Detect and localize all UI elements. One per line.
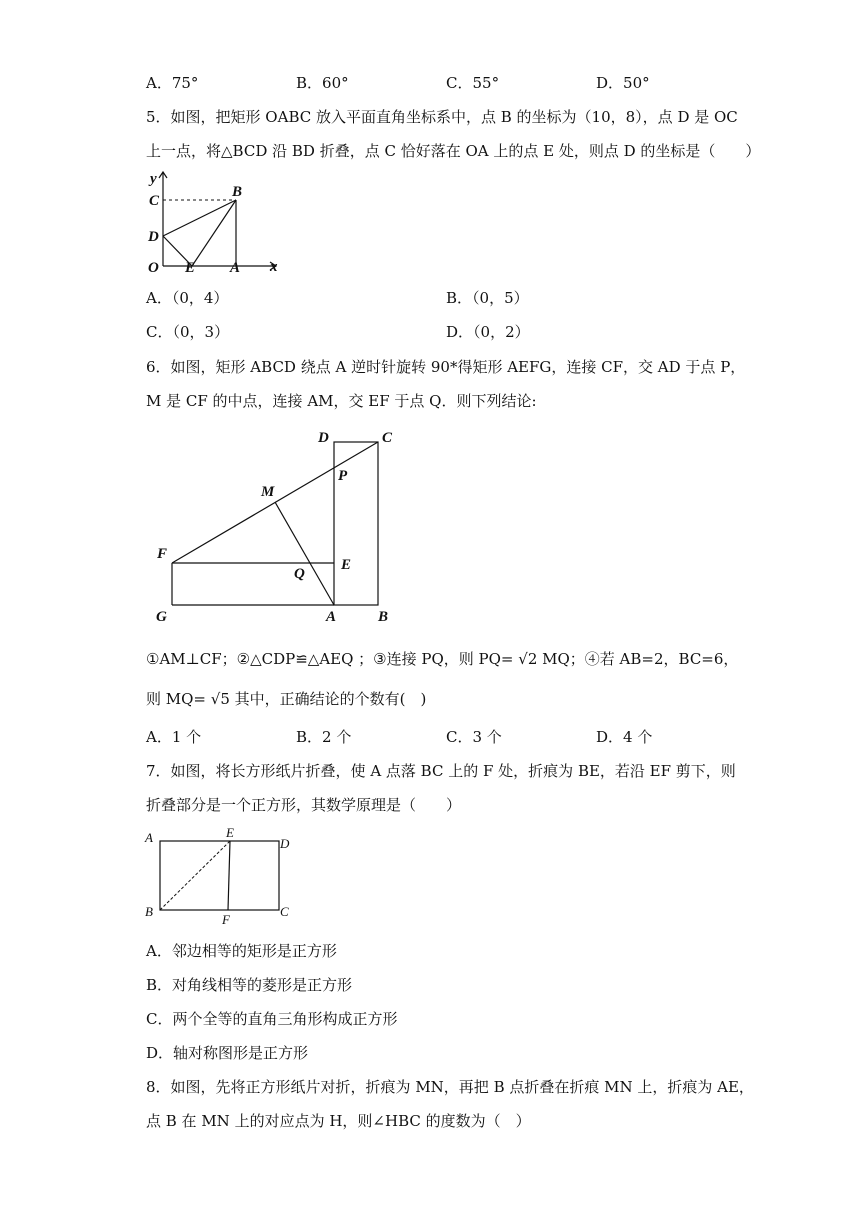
q7-option-c: C．两个全等的直角三角形构成正方形 xyxy=(146,1010,398,1028)
q5-label-b: B xyxy=(232,184,243,200)
q6-label-f: F xyxy=(157,546,168,562)
q6-label-p: P xyxy=(338,468,348,484)
q5-option-d: D．（0，2） xyxy=(446,323,530,341)
q6-stem-line-1: 6．如图，矩形 ABCD 绕点 A 逆时针旋转 90*得矩形 AEFG，连接 CF，交 AD 于点 P， xyxy=(146,358,746,376)
q7-stem-line-2: 折叠部分是一个正方形，其数学原理是（ ） xyxy=(146,796,462,814)
q5-stem-line-1: 5．如图，把矩形 OABC 放入平面直角坐标系中，点 B 的坐标为（10，8），点 D 是 OC xyxy=(146,108,738,126)
q5-label-e: E xyxy=(185,260,196,276)
q6-label-g: G xyxy=(156,609,167,625)
q5-label-y: y xyxy=(150,171,157,187)
q6-stem-line-2: M 是 CF 的中点，连接 AM，交 EF 于点 Q．则下列结论: xyxy=(146,392,537,410)
q5-option-b: B．（0，5） xyxy=(446,289,529,307)
q6-label-b: B xyxy=(378,609,389,625)
q6-option-b: B．2 个 xyxy=(296,728,352,746)
q6-label-a: A xyxy=(326,609,337,625)
q7-label-f: F xyxy=(222,912,230,927)
q7-label-b: B xyxy=(145,904,153,919)
q7-label-e: E xyxy=(226,825,234,840)
q5-label-o: O xyxy=(148,260,159,276)
q6-option-a: A．1 个 xyxy=(146,728,202,746)
q7-figure xyxy=(142,824,302,928)
q6-label-d: D xyxy=(318,430,329,446)
q6-figure xyxy=(150,420,400,630)
q4-option-b: B．60° xyxy=(296,74,349,92)
q5-label-c: C xyxy=(149,193,160,209)
q6-label-c: C xyxy=(382,430,393,446)
q7-option-d: D．轴对称图形是正方形 xyxy=(146,1044,309,1062)
q6-option-c: C．3 个 xyxy=(446,728,502,746)
q7-stem-line-1: 7．如图，将长方形纸片折叠，使 A 点落 BC 上的 F 处，折痕为 BE，若沿 EF 剪下，则 xyxy=(146,762,736,780)
q8-stem-line-1: 8．如图，先将正方形纸片对折，折痕为 MN，再把 B 点折叠在折痕 MN 上，折痕为 AE， xyxy=(146,1078,754,1096)
q4-option-a: A．75° xyxy=(146,74,199,92)
q5-figure xyxy=(140,166,290,278)
q5-option-c: C．（0，3） xyxy=(146,323,230,341)
q6-option-d: D．4 个 xyxy=(596,728,653,746)
q7-label-c: C xyxy=(280,904,289,919)
q7-label-a: A xyxy=(145,830,153,845)
q8-stem-line-2: 点 B 在 MN 上的对应点为 H，则∠HBC 的度数为（ ） xyxy=(146,1112,531,1130)
q5-option-a: A．（0，4） xyxy=(146,289,229,307)
q7-option-a: A．邻边相等的矩形是正方形 xyxy=(146,942,337,960)
q6-label-m: M xyxy=(261,484,275,500)
q5-label-a: A xyxy=(230,260,241,276)
q6-label-e: E xyxy=(341,557,352,573)
q7-option-b: B．对角线相等的菱形是正方形 xyxy=(146,976,353,994)
q5-stem-line-2: 上一点，将△BCD 沿 BD 折叠，点 C 恰好落在 OA 上的点 E 处，则点 D 的坐标是（ ） xyxy=(146,142,761,160)
q5-label-x: x xyxy=(270,259,278,275)
q6-conclusions-line-2: 则 MQ= √5 其中，正确结论的个数有( ) xyxy=(146,690,427,708)
q4-option-d: D．50° xyxy=(596,74,650,92)
q6-label-q: Q xyxy=(294,566,305,582)
q5-label-d: D xyxy=(148,229,159,245)
q6-conclusions-line-1: ①AM⊥CF；②△CDP≌△AEQ ；③连接 PQ，则 PQ= √2 MQ；④若 AB=2，BC=6， xyxy=(146,650,739,668)
q4-option-c: C．55° xyxy=(446,74,500,92)
q7-label-d: D xyxy=(280,836,290,851)
